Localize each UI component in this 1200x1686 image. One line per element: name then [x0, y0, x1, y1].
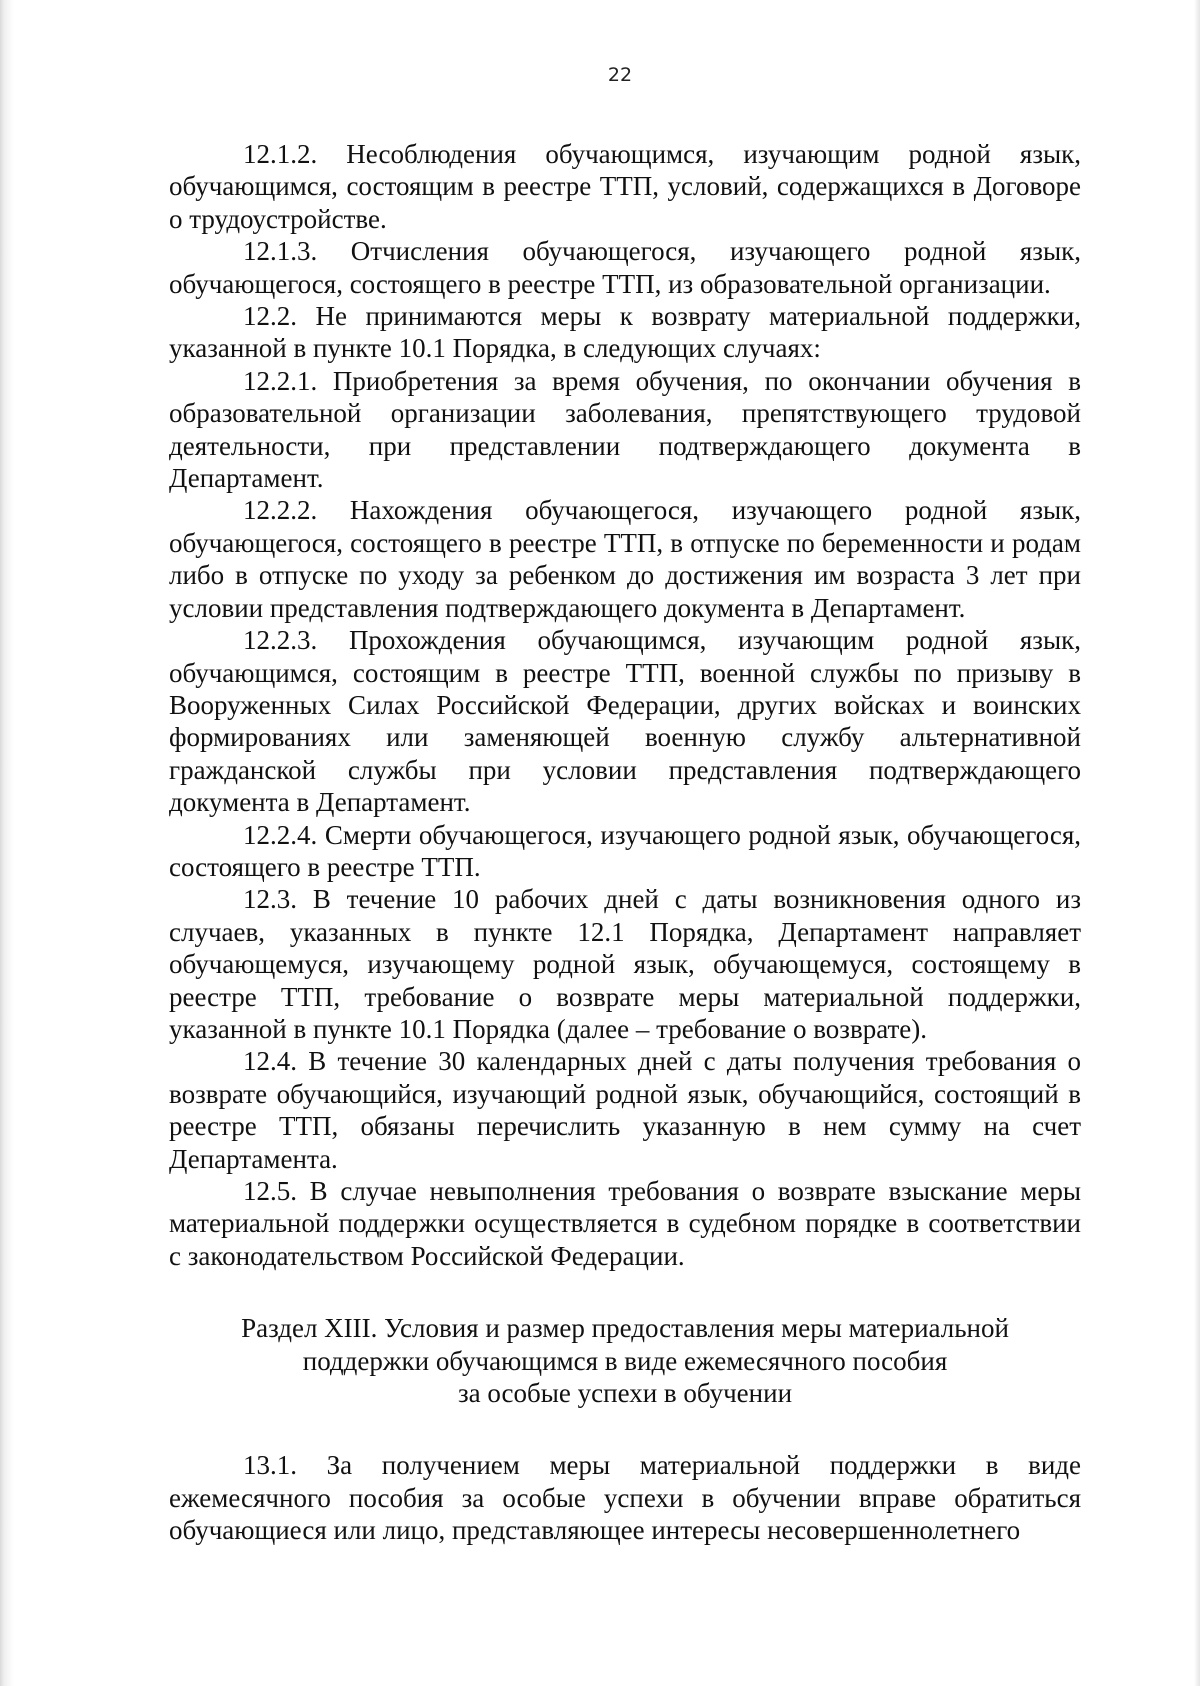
- section-heading-line-1: Раздел XIII. Условия и размер предоставления меры материальной: [241, 1313, 1009, 1344]
- paragraph-12-1-3: 12.1.3. Отчисления обучающегося, изучающего родной язык, обучающегося, состоящего в реестре ТТП, из образовательной организации.: [169, 236, 1081, 299]
- section-heading: [169, 1312, 1081, 1409]
- paragraph-12-5: 12.5. В случае невыполнения требования о возврате взыскание меры материальной поддержки осуществляется в судебном порядке в соответствии с законодательством Российской Федерации.: [169, 1176, 1081, 1271]
- paragraph-12-3: 12.3. В течение 10 рабочих дней с даты возникновения одного из случаев, указанных в пункте 12.1 Порядка, Департамент направляет обучающемуся, изучающему родной язык, обучающемуся, состоящему в реестре ТТП, требование о возврате меры материальной поддержки, указанной в пункте 10.1 Порядка (далее – требование о возврате).: [169, 884, 1081, 1044]
- scan-edge-left: [0, 0, 14, 1686]
- paragraph-12-2-1: 12.2.1. Приобретения за время обучения, по окончании обучения в образовательной организации заболевания, препятствующего трудовой деятельности, при представлении подтверждающего документа в Департамент.: [169, 365, 1081, 494]
- paragraph-12-2: 12.2. Не принимаются меры к возврату материальной поддержки, указанной в пункте 10.1 Порядка, в следующих случаях:: [169, 301, 1081, 364]
- paragraph-12-2-2: 12.2.2. Нахождения обучающегося, изучающего родной язык, обучающегося, состоящего в реестре ТТП, в отпуске по беременности и родам либо в отпуске по уходу за ребенком до достижения им возраста 3 лет при условии представления подтверждающего документа в Департамент.: [169, 495, 1081, 623]
- paragraph-13-1: 13.1. За получением меры материальной поддержки в виде ежемесячного пособия за особые успехи в обучении вправе обратиться обучающиеся или лицо, представляющее интересы несовершеннолетнего: [169, 1450, 1081, 1546]
- document-body: [169, 138, 1081, 1547]
- page-number: 22: [607, 64, 633, 86]
- paragraph-12-2-4: 12.2.4. Смерти обучающегося, изучающего родной язык, обучающегося, состоящего в реестре ТТП.: [169, 819, 1081, 882]
- scan-edge-right: [1194, 0, 1200, 1686]
- paragraph-12-4: 12.4. В течение 30 календарных дней с даты получения требования о возврате обучающийся, изучающий родной язык, обучающийся, состоящий в реестре ТТП, обязаны перечислить указанную в нем сумму на счет Департамента.: [169, 1046, 1081, 1174]
- section-heading-line-2: поддержки обучающимся в виде ежемесячного пособия: [302, 1345, 948, 1376]
- section-heading-line-3: за особые успехи в обучении: [457, 1378, 793, 1409]
- paragraph-12-1-2: 12.1.2. Несоблюдения обучающимся, изучающим родной язык, обучающимся, состоящим в реестре ТТП, условий, содержащихся в Договоре о трудоустройстве.: [169, 139, 1081, 234]
- paragraph-12-2-3: 12.2.3. Прохождения обучающимся, изучающим родной язык, обучающимся, состоящим в реестре ТТП, военной службы по призыву в Вооруженных Силах Российской Федерации, других войсках и воинских формированиях или заменяющей военную службу альтернативной гражданской службы при условии представления подтверждающего документа в Департамент.: [169, 625, 1081, 818]
